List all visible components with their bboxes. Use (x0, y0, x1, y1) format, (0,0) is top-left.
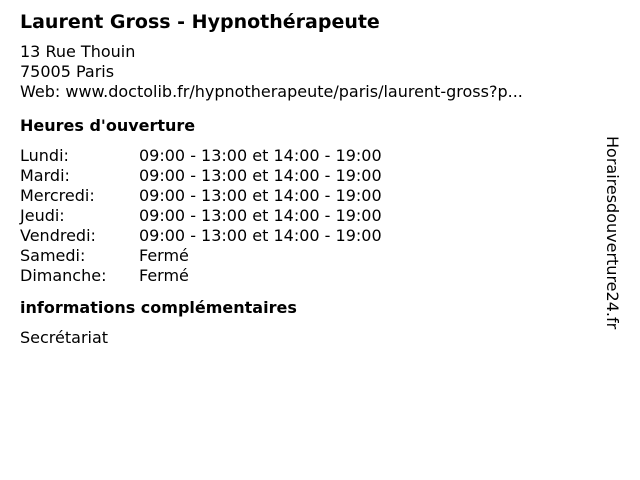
hours-heading: Heures d'ouverture (20, 116, 196, 135)
hours-row (20, 266, 600, 286)
hours-table (20, 146, 600, 286)
website-link[interactable]: Web: www.doctolib.fr/hypnotherapeute/paris/laurent-gross?p... (20, 82, 523, 101)
hours-time: Fermé (139, 266, 189, 285)
hours-day: Vendredi: (20, 226, 96, 245)
hours-time: 09:00 - 13:00 et 14:00 - 19:00 (139, 186, 382, 205)
address-city: 75005 Paris (20, 62, 115, 81)
hours-row (20, 246, 600, 266)
hours-day: Jeudi: (20, 206, 65, 225)
business-card (20, 10, 600, 348)
hours-time: Fermé (139, 246, 189, 265)
hours-row (20, 146, 600, 166)
hours-row (20, 206, 600, 226)
business-title: Laurent Gross - Hypnothérapeute (20, 11, 380, 33)
address-street: 13 Rue Thouin (20, 42, 136, 61)
hours-day: Mercredi: (20, 186, 95, 205)
address-block (20, 42, 600, 102)
hours-day: Lundi: (20, 146, 69, 165)
hours-row (20, 186, 600, 206)
hours-time: 09:00 - 13:00 et 14:00 - 19:00 (139, 226, 382, 245)
hours-row (20, 166, 600, 186)
hours-day: Samedi: (20, 246, 86, 265)
hours-row (20, 226, 600, 246)
extra-info-item: Secrétariat (20, 328, 109, 347)
site-watermark: Horairesdouverture24.fr (603, 136, 622, 330)
hours-day: Mardi: (20, 166, 70, 185)
hours-time: 09:00 - 13:00 et 14:00 - 19:00 (139, 206, 382, 225)
hours-time: 09:00 - 13:00 et 14:00 - 19:00 (139, 166, 382, 185)
hours-day: Dimanche: (20, 266, 107, 285)
hours-time: 09:00 - 13:00 et 14:00 - 19:00 (139, 146, 382, 165)
extra-info-heading: informations complémentaires (20, 298, 297, 317)
